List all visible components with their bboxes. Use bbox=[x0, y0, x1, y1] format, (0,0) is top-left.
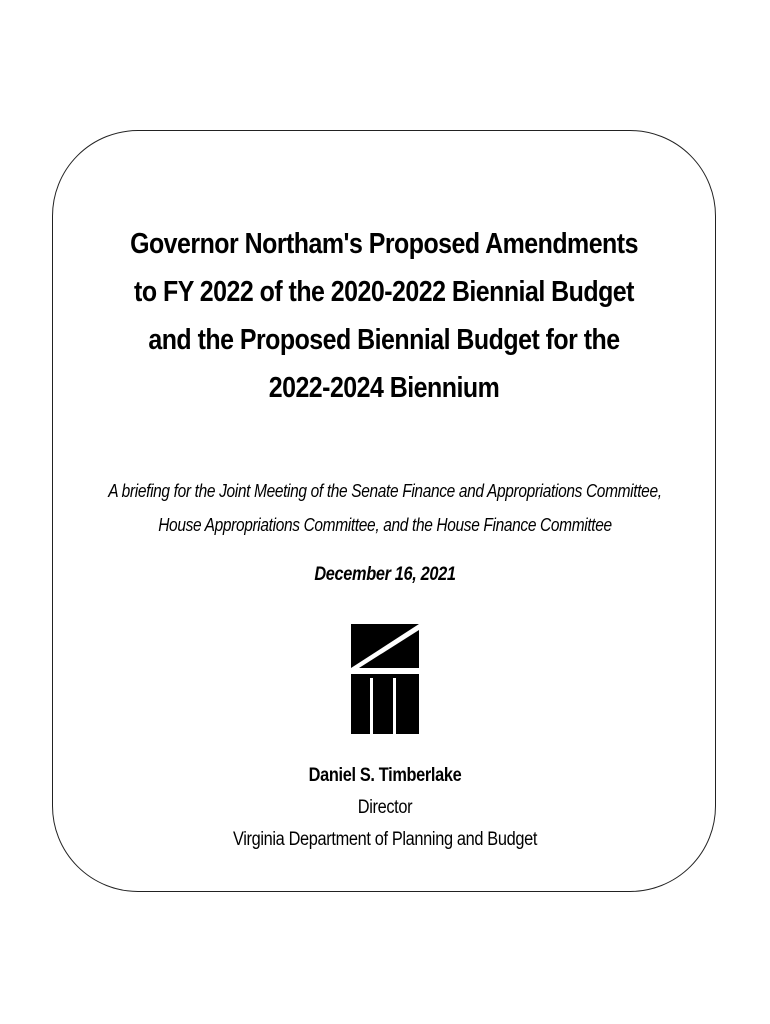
title-line-2: to FY 2022 of the 2020-2022 Biennial Budget bbox=[134, 276, 634, 308]
author-block bbox=[0, 760, 770, 856]
dpb-logo-icon bbox=[351, 624, 419, 734]
author-role: Director bbox=[357, 797, 413, 818]
briefing-date: December 16, 2021 bbox=[314, 564, 456, 585]
title-line-3: and the Proposed Biennial Budget for the bbox=[148, 324, 620, 356]
briefing-subtitle bbox=[0, 474, 770, 542]
author-name: Daniel S. Timberlake bbox=[308, 765, 462, 786]
author-organization: Virginia Department of Planning and Budget bbox=[232, 829, 538, 850]
briefing-line-1: A briefing for the Joint Meeting of the Senate Finance and Appropriations Committee, bbox=[108, 481, 662, 501]
title-line-1: Governor Northam's Proposed Amendments bbox=[130, 228, 638, 260]
document-title bbox=[52, 220, 716, 412]
title-line-4: 2022-2024 Biennium bbox=[268, 372, 500, 404]
briefing-line-2: House Appropriations Committee, and the House Finance Committee bbox=[158, 515, 612, 535]
